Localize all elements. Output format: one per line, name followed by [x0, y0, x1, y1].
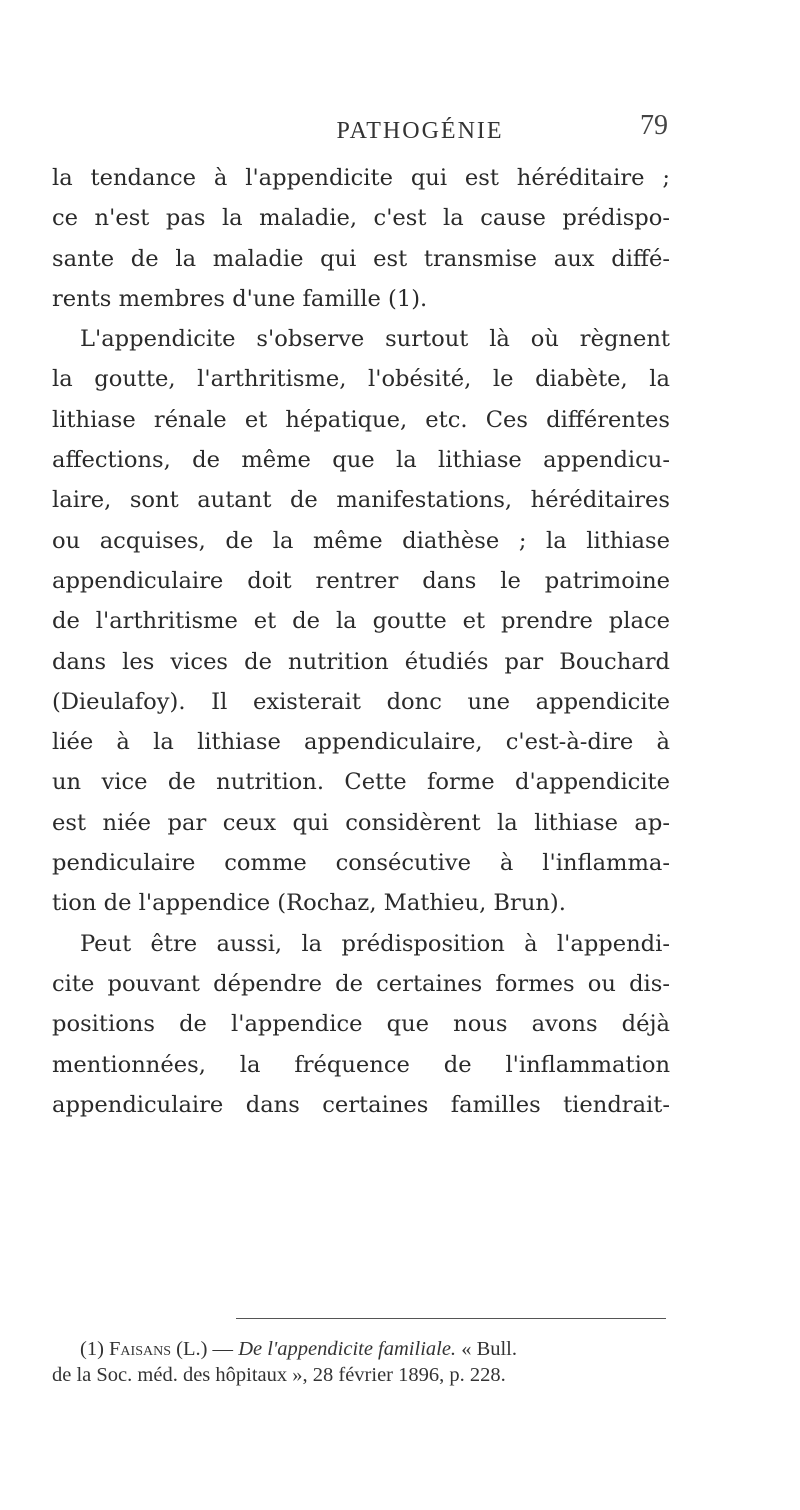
text-line: rents membres d'une famille (1).	[52, 285, 428, 312]
body-text	[52, 158, 670, 1125]
text-line: de l'arthritisme et de la goutte et prendre place	[52, 608, 670, 635]
text-line: cite pouvant dépendre de certaines formes ou dis-	[52, 970, 670, 997]
footnote-divider	[236, 1318, 666, 1319]
text-line: (Dieulafoy). Il existerait donc une appendicite	[52, 688, 670, 715]
footnote-title: De l'appendicite familiale.	[238, 1338, 457, 1360]
footnote	[52, 1336, 670, 1388]
footnote-author-initial: (L.) —	[176, 1338, 234, 1360]
text-line: ce n'est pas la maladie, c'est la cause prédispo-	[52, 205, 670, 232]
text-line: la goutte, l'arthritisme, l'obésité, le diabète, la	[52, 366, 670, 393]
text-line: laire, sont autant de manifestations, héréditaires	[52, 487, 670, 514]
footnote-line: de la Soc. méd. des hôpitaux », 28 février 1896, p. 228.	[52, 1364, 506, 1386]
text-line: pendiculaire comme consécutive à l'inflamma-	[52, 850, 670, 877]
text-line: est niée par ceux qui considèrent la lithiase ap-	[52, 809, 670, 836]
text-line: affections, de même que la lithiase appendicu-	[52, 447, 670, 474]
text-line: mentionnées, la fréquence de l'inflammation	[52, 1051, 670, 1078]
text-line: un vice de nutrition. Cette forme d'appendicite	[52, 769, 670, 796]
footnote-marker: (1)	[80, 1338, 104, 1360]
footnote-source: « Bull.	[461, 1338, 518, 1360]
running-head	[0, 110, 800, 158]
text-line: appendiculaire doit rentrer dans le patrimoine	[52, 567, 670, 594]
text-line: sante de la maladie qui est transmise aux diffé-	[52, 245, 670, 272]
text-line: lithiase rénale et hépatique, etc. Ces différentes	[52, 406, 670, 433]
text-line: positions de l'appendice que nous avons déjà	[52, 1011, 670, 1038]
footnote-author: Faisans	[109, 1338, 171, 1360]
text-line: liée à la lithiase appendiculaire, c'est-à-dire à	[52, 729, 670, 756]
footnote-line	[52, 1336, 670, 1362]
text-line: appendiculaire dans certaines familles tiendrait-	[52, 1091, 670, 1118]
text-line: ou acquises, de la même diathèse ; la lithiase	[52, 527, 670, 554]
text-line: dans les vices de nutrition étudiés par Bouchard	[52, 648, 670, 675]
page-number: 79	[640, 110, 668, 141]
text-line: L'appendicite s'observe surtout là où règnent	[80, 326, 670, 353]
text-line: la tendance à l'appendicite qui est héréditaire ;	[52, 165, 670, 191]
text-line: tion de l'appendice (Rochaz, Mathieu, Brun).	[52, 890, 566, 917]
running-title: PATHOGÉNIE	[336, 118, 504, 144]
text-line: Peut être aussi, la prédisposition à l'appendi-	[80, 930, 670, 957]
